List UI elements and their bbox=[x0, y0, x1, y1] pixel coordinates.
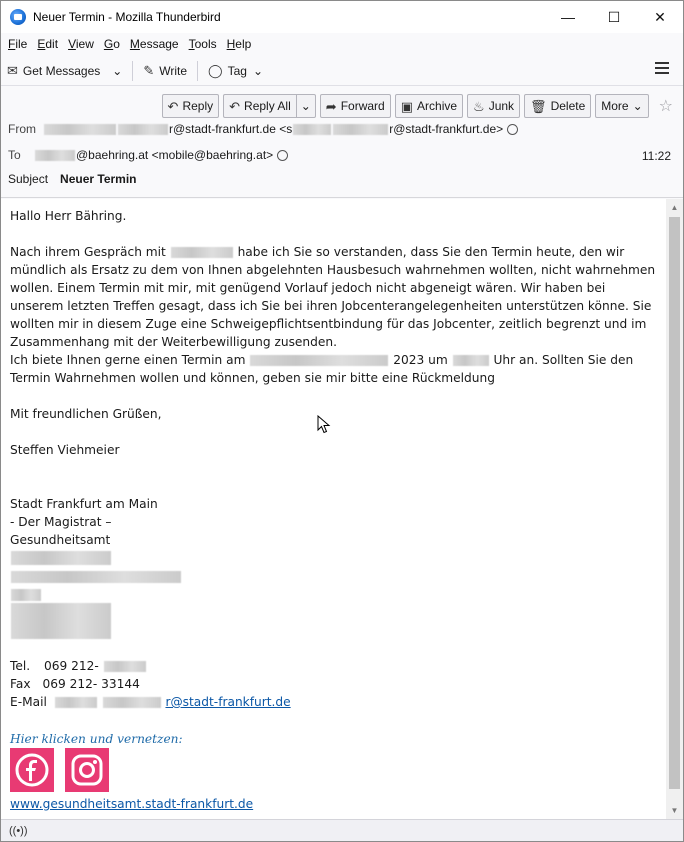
menu-help-key: H bbox=[226, 37, 236, 51]
redacted-text bbox=[104, 661, 146, 672]
redacted-text bbox=[333, 124, 388, 135]
menu-tools[interactable] bbox=[184, 37, 222, 51]
subject-value: Neuer Termin bbox=[60, 172, 137, 186]
more-button[interactable] bbox=[595, 94, 648, 118]
closing: Mit freundlichen Grüßen, bbox=[10, 407, 162, 421]
website-link[interactable]: www.gesundheitsamt.stadt-frankfurt.de bbox=[10, 797, 254, 811]
from-row bbox=[8, 122, 518, 136]
menu-go-rest: o bbox=[113, 37, 120, 51]
redacted-text bbox=[35, 150, 75, 161]
menu-edit-key: E bbox=[37, 37, 46, 51]
from-address-a[interactable]: r@stadt-frankfurt.de <s bbox=[169, 122, 293, 136]
menu-bar bbox=[1, 33, 683, 55]
body-text: 2023 um bbox=[393, 353, 448, 367]
org-line: Gesundheitsamt bbox=[10, 533, 111, 547]
menu-message-rest: essage bbox=[139, 37, 179, 51]
tag-label: Tag bbox=[227, 63, 247, 78]
menu-go[interactable] bbox=[99, 37, 125, 51]
reply-all-label: Reply All bbox=[244, 99, 291, 113]
maximize-icon[interactable]: ☐ bbox=[607, 8, 621, 25]
redacted-text bbox=[171, 247, 233, 258]
toolbar-divider bbox=[132, 61, 133, 81]
write-icon: ✎ bbox=[143, 63, 155, 78]
archive-label: Archive bbox=[417, 99, 458, 113]
reply-button[interactable] bbox=[162, 94, 220, 118]
redacted-text bbox=[44, 124, 116, 135]
chevron-down-icon: ⌄ bbox=[300, 99, 311, 113]
delete-button[interactable] bbox=[524, 94, 591, 118]
fax-line bbox=[10, 675, 140, 693]
instagram-icon[interactable] bbox=[65, 748, 109, 792]
forward-button[interactable] bbox=[320, 94, 391, 118]
to-address[interactable]: @baehring.at <mobile@baehring.at> bbox=[76, 148, 274, 162]
reply-all-split bbox=[223, 94, 316, 118]
scroll-up-arrow-icon[interactable]: ▲ bbox=[670, 203, 679, 212]
menu-view-rest: iew bbox=[75, 37, 94, 51]
redacted-text bbox=[250, 355, 388, 366]
chevron-down-icon: ⌄ bbox=[112, 63, 123, 78]
write-label: Write bbox=[159, 63, 188, 78]
body-line: wollten mir in diesem Zuge eine Schweigepflichtsentbindung für das Jobcenter, zeitlich begrenzt und im bbox=[10, 317, 647, 331]
body-line bbox=[10, 351, 633, 369]
body-line: Zusammenhang mit der Weiterbewilligung zusenden. bbox=[10, 335, 337, 349]
org-line: Stadt Frankfurt am Main bbox=[10, 497, 158, 511]
close-icon[interactable]: ✕ bbox=[654, 8, 666, 25]
scroll-thumb[interactable] bbox=[669, 217, 680, 789]
menu-help-rest: elp bbox=[235, 37, 252, 51]
menu-tools-rest: ools bbox=[194, 37, 217, 51]
redacted-text bbox=[118, 124, 168, 135]
reply-all-icon: ↶ bbox=[229, 98, 241, 114]
reply-label: Reply bbox=[182, 99, 214, 113]
menu-go-key: G bbox=[103, 37, 114, 51]
get-messages-dropdown[interactable] bbox=[106, 59, 128, 83]
write-button[interactable] bbox=[137, 59, 193, 83]
tel-label: Tel. bbox=[10, 659, 31, 673]
window-controls bbox=[545, 1, 683, 33]
menu-file[interactable] bbox=[3, 37, 32, 51]
contact-icon[interactable] bbox=[277, 150, 288, 161]
body-line bbox=[10, 243, 624, 261]
body-line: unserem letzten Treffen gesagt, dass ich Sie bei ihren Jobcenterangelegenheiten unterstützen könne. Sie bbox=[10, 299, 652, 313]
delete-icon: 🗑 bbox=[530, 98, 547, 114]
to-label: To bbox=[8, 148, 21, 162]
body-line: mündlich als Ersatz zu dem von Ihnen abgelehnten Hausbesuch wahrnehmen wollten, nicht wahrnehmen bbox=[10, 263, 656, 277]
reply-all-button[interactable] bbox=[223, 94, 296, 118]
email-link[interactable]: r@stadt-frankfurt.de bbox=[165, 695, 291, 709]
body-line: wollen. Einem Termin mit mir, mit genügend Vorlauf jedoch nicht abgeneigt wären. Wir haben bei bbox=[10, 281, 606, 295]
menu-edit[interactable] bbox=[32, 37, 63, 51]
window-title: Neuer Termin - Mozilla Thunderbird bbox=[33, 10, 221, 24]
email-label: E-Mail bbox=[10, 695, 47, 709]
org-line: - Der Magistrat – bbox=[10, 515, 112, 529]
from-address-b[interactable]: r@stadt-frankfurt.de> bbox=[389, 122, 504, 136]
chevron-down-icon: ⌄ bbox=[632, 99, 643, 113]
tel-value: 069 212- bbox=[44, 659, 99, 673]
body-text: Nach ihrem Gespräch mit bbox=[10, 245, 166, 259]
contact-icon[interactable] bbox=[507, 124, 518, 135]
get-messages-button[interactable] bbox=[1, 59, 106, 83]
thunderbird-app-icon bbox=[10, 9, 26, 25]
activity-icon[interactable]: ((•)) bbox=[9, 824, 28, 837]
message-header bbox=[1, 87, 683, 198]
body-line: Termin Wahrnehmen wollen und können, geben sie mir bitte eine Rückmeldung bbox=[10, 371, 495, 385]
redacted-text bbox=[103, 697, 161, 708]
fax-label: Fax bbox=[10, 677, 31, 691]
main-toolbar bbox=[1, 56, 683, 86]
signature-name: Steffen Viehmeier bbox=[10, 443, 120, 457]
facebook-icon[interactable] bbox=[10, 748, 54, 792]
forward-label: Forward bbox=[340, 99, 385, 113]
reply-all-dropdown[interactable] bbox=[296, 94, 316, 118]
scrollbar[interactable] bbox=[666, 199, 683, 819]
menu-message-key: M bbox=[129, 37, 140, 51]
forward-icon: ➦ bbox=[325, 98, 337, 114]
reply-icon: ↶ bbox=[167, 98, 179, 114]
social-label: Hier klicken und vernetzen: bbox=[10, 732, 183, 746]
menu-view-key: V bbox=[68, 37, 76, 51]
menu-help[interactable] bbox=[222, 37, 257, 51]
menu-file-rest: ile bbox=[15, 37, 28, 51]
greeting: Hallo Herr Bähring. bbox=[10, 209, 127, 223]
archive-button[interactable] bbox=[395, 94, 463, 118]
delete-label: Delete bbox=[550, 99, 586, 113]
redacted-address bbox=[11, 571, 181, 583]
get-messages-icon: ✉ bbox=[7, 63, 18, 78]
status-bar bbox=[1, 819, 683, 841]
fax-value: 069 212- 33144 bbox=[42, 677, 140, 691]
chevron-down-icon: ⌄ bbox=[252, 63, 264, 78]
redacted-address bbox=[11, 589, 41, 601]
redacted-text bbox=[453, 355, 489, 366]
email-line bbox=[10, 693, 291, 711]
menu-file-key: F bbox=[8, 37, 16, 51]
menu-tools-key: T bbox=[188, 37, 195, 51]
junk-button[interactable] bbox=[467, 94, 520, 118]
scroll-down-arrow-icon[interactable]: ▼ bbox=[670, 806, 679, 815]
message-time: 11:22 bbox=[641, 149, 671, 163]
body-text: Uhr an. Sollten Sie den bbox=[493, 353, 634, 367]
menu-view[interactable] bbox=[63, 37, 99, 51]
more-label: More bbox=[601, 99, 629, 113]
body-text: Ich biete Ihnen gerne einen Termin am bbox=[10, 353, 246, 367]
website-line bbox=[10, 795, 253, 813]
tag-button[interactable] bbox=[202, 59, 269, 83]
junk-label: Junk bbox=[488, 99, 515, 113]
subject-label: Subject bbox=[8, 172, 49, 186]
star-icon[interactable]: ☆ bbox=[658, 98, 673, 115]
redacted-text bbox=[55, 697, 97, 708]
from-label: From bbox=[8, 122, 36, 136]
redacted-text bbox=[293, 124, 331, 135]
get-messages-label: Get Messages bbox=[22, 63, 101, 78]
subject-row bbox=[8, 172, 137, 186]
title-bar bbox=[1, 1, 683, 33]
redacted-address bbox=[11, 551, 111, 565]
archive-icon: ▣ bbox=[400, 98, 414, 114]
tag-icon: ◯ bbox=[208, 63, 223, 78]
body-text: habe ich Sie so verstanden, dass Sie den Termin heute, den wir bbox=[237, 245, 625, 259]
junk-icon: ♨ bbox=[473, 98, 485, 114]
menu-message[interactable] bbox=[125, 37, 184, 51]
tel-line bbox=[10, 657, 147, 675]
redacted-address bbox=[11, 603, 111, 639]
to-row bbox=[8, 148, 288, 162]
menu-edit-rest: dit bbox=[45, 37, 59, 51]
minimize-icon[interactable]: — bbox=[561, 9, 575, 25]
mouse-pointer-icon bbox=[317, 415, 331, 435]
toolbar-divider bbox=[197, 61, 198, 81]
message-actions bbox=[162, 94, 673, 118]
hamburger-menu-icon[interactable] bbox=[655, 62, 669, 74]
